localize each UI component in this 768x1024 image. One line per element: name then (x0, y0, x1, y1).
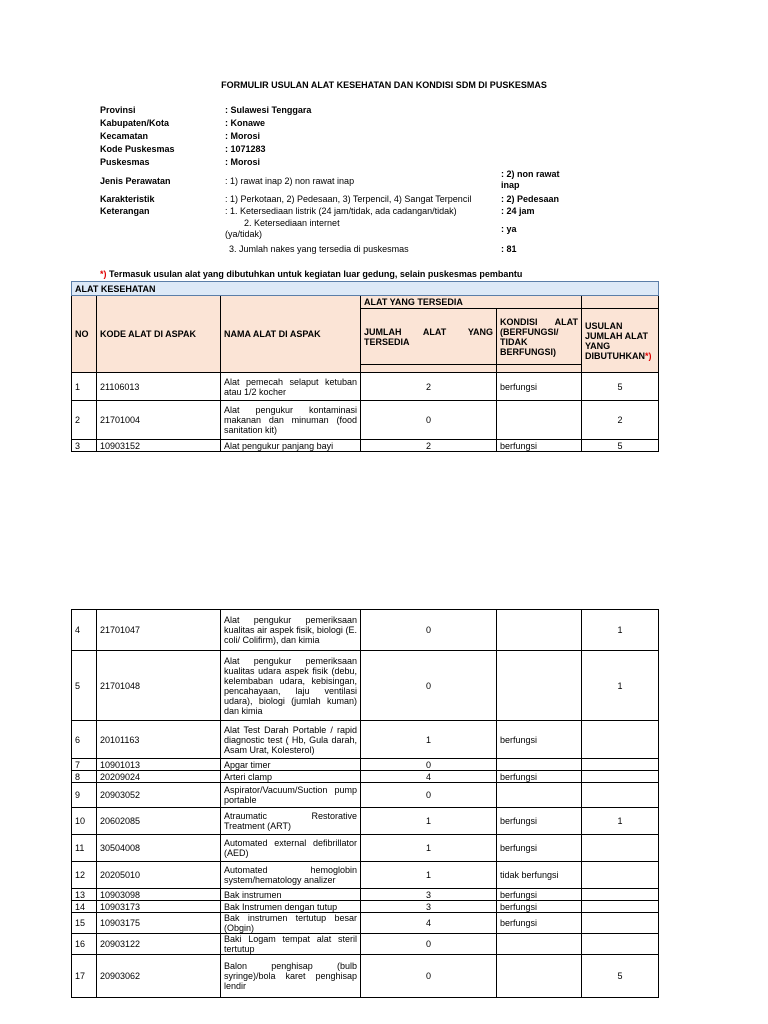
cell-nama: Alat pemecah selaput ketuban atau 1/2 kocher (221, 373, 361, 401)
header-usulan (582, 309, 659, 373)
cell-kondisi: berfungsi (497, 889, 582, 901)
jenis-selected-line1: : 2) non rawat (501, 169, 560, 179)
cell-nama: Alat pengukur panjang bayi (221, 440, 361, 452)
cell-usulan: 5 (582, 955, 659, 998)
info-label: Karakteristik (100, 194, 155, 204)
cell-kode: 10901013 (97, 759, 221, 771)
table-row (72, 651, 659, 721)
cell-kondisi: berfungsi (497, 771, 582, 783)
info-value: : Morosi (225, 157, 260, 167)
cell-jumlah: 0 (361, 955, 497, 998)
cell-kode: 20903122 (97, 934, 221, 955)
cell-jumlah: 0 (361, 934, 497, 955)
info-value: : 1071283 (225, 144, 266, 154)
cell-kondisi (497, 934, 582, 955)
header-no: NO (72, 296, 97, 373)
cell-no: 15 (72, 913, 97, 934)
cell-no: 17 (72, 955, 97, 998)
cell-usulan (582, 771, 659, 783)
cell-kode: 20101163 (97, 721, 221, 759)
keterangan-item2-b: (ya/tidak) (225, 229, 263, 239)
info-value: : Morosi (225, 131, 260, 141)
cell-no: 6 (72, 721, 97, 759)
table-row (72, 759, 659, 771)
cell-kondisi: berfungsi (497, 808, 582, 835)
cell-usulan: 1 (582, 808, 659, 835)
cell-kode: 10903175 (97, 913, 221, 934)
cell-nama: Arteri clamp (221, 771, 361, 783)
cell-jumlah: 2 (361, 440, 497, 452)
cell-jumlah: 1 (361, 835, 497, 862)
cell-kode: 20903062 (97, 955, 221, 998)
keterangan-item2-a: 2. Ketersediaan internet (244, 218, 340, 228)
header-spacer (361, 365, 497, 373)
cell-jumlah: 3 (361, 901, 497, 913)
header-blank (582, 296, 659, 309)
cell-nama: Alat Test Darah Portable / rapid diagnostic test ( Hb, Gula darah, Asam Urat, Kolesterol) (221, 721, 361, 759)
cell-jumlah: 2 (361, 373, 497, 401)
cell-usulan (582, 901, 659, 913)
table-row (72, 440, 659, 452)
cell-usulan (582, 862, 659, 889)
cell-kondisi (497, 610, 582, 651)
table-row (72, 610, 659, 651)
cell-kondisi: berfungsi (497, 721, 582, 759)
cell-kondisi (497, 401, 582, 440)
cell-kode: 10903173 (97, 901, 221, 913)
cell-kode: 20209024 (97, 771, 221, 783)
cell-kondisi: berfungsi (497, 373, 582, 401)
table-row (72, 934, 659, 955)
cell-usulan (582, 783, 659, 808)
cell-no: 3 (72, 440, 97, 452)
table-row (72, 913, 659, 934)
cell-no: 11 (72, 835, 97, 862)
keterangan-item1-value: : 24 jam (501, 206, 535, 216)
cell-kondisi (497, 651, 582, 721)
table-row (72, 808, 659, 835)
cell-nama: Aspirator/Vacuum/Suction pump portable (221, 783, 361, 808)
cell-nama: Atraumatic Restorative Treatment (ART) (221, 808, 361, 835)
cell-usulan (582, 934, 659, 955)
cell-nama: Alat pengukur kontaminasi makanan dan minuman (food sanitation kit) (221, 401, 361, 440)
info-label: Jenis Perawatan (100, 176, 171, 186)
info-label: Kode Puskesmas (100, 144, 175, 154)
table-row (72, 771, 659, 783)
info-value: : Konawe (225, 118, 266, 128)
keterangan-item3-value: : 81 (501, 244, 517, 254)
cell-kondisi: berfungsi (497, 901, 582, 913)
cell-kode: 21701048 (97, 651, 221, 721)
cell-nama: Baki Logam tempat alat steril tertutup (221, 934, 361, 955)
header-nama: NAMA ALAT DI ASPAK (221, 296, 361, 373)
cell-usulan (582, 835, 659, 862)
header-spacer (497, 365, 582, 373)
cell-usulan: 5 (582, 373, 659, 401)
cell-jumlah: 1 (361, 721, 497, 759)
cell-kondisi (497, 783, 582, 808)
cell-jumlah: 0 (361, 610, 497, 651)
cell-no: 7 (72, 759, 97, 771)
karakteristik-selected: : 2) Pedesaan (501, 194, 560, 204)
cell-kondisi: berfungsi (497, 913, 582, 934)
header-jumlah: JUMLAH ALAT YANG TERSEDIA (361, 309, 497, 365)
cell-usulan (582, 889, 659, 901)
cell-kondisi (497, 759, 582, 771)
table-row (72, 901, 659, 913)
cell-no: 14 (72, 901, 97, 913)
cell-nama: Alat pengukur pemeriksaan kualitas air aspek fisik, biologi (E. coli/ Colifirm), dan kimia (221, 610, 361, 651)
cell-kode: 10903152 (97, 440, 221, 452)
keterangan-item3: 3. Jumlah nakes yang tersedia di puskesmas (229, 244, 409, 254)
cell-nama: Balon penghisap (bulb syringe)/bola karet penghisap lendir (221, 955, 361, 998)
cell-no: 9 (72, 783, 97, 808)
cell-no: 13 (72, 889, 97, 901)
cell-kode: 20602085 (97, 808, 221, 835)
cell-jumlah: 0 (361, 783, 497, 808)
jenis-selected-line2: inap (501, 180, 520, 190)
cell-no: 4 (72, 610, 97, 651)
table-body (72, 373, 659, 452)
header-kondisi: KONDISI ALAT (BERFUNGSI/ TIDAK BERFUNGSI) (497, 309, 582, 365)
header-usulan-star: *) (645, 350, 652, 361)
cell-jumlah: 0 (361, 759, 497, 771)
cell-no: 16 (72, 934, 97, 955)
cell-no: 10 (72, 808, 97, 835)
cell-nama: Alat pengukur pemeriksaan kualitas udara aspek fisik (debu, kelembaban udara, kebisingan, pencahayaan, laju ventilasi udara), biologi (jumlah kuman) dan kimia (221, 651, 361, 721)
cell-kode: 10903098 (97, 889, 221, 901)
table-body (72, 610, 659, 998)
section-title: ALAT KESEHATAN (72, 282, 659, 296)
header-usulan-text: USULAN JUMLAH ALAT YANG DIBUTUHKAN (585, 320, 648, 361)
table-row (72, 835, 659, 862)
footnote-star: *) (100, 269, 107, 279)
equipment-table (71, 281, 659, 452)
table-row (72, 721, 659, 759)
info-label: Provinsi (100, 105, 136, 115)
cell-kondisi (497, 955, 582, 998)
cell-no: 2 (72, 401, 97, 440)
keterangan-item1: : 1. Ketersediaan listrik (24 jam/tidak, ada cadangan/tidak) (225, 206, 457, 216)
table-row (72, 889, 659, 901)
cell-jumlah: 1 (361, 862, 497, 889)
cell-jumlah: 1 (361, 808, 497, 835)
cell-nama: Bak instrumen (221, 889, 361, 901)
cell-usulan: 1 (582, 651, 659, 721)
cell-kode: 30504008 (97, 835, 221, 862)
cell-usulan (582, 913, 659, 934)
table-row (72, 783, 659, 808)
table-row (72, 401, 659, 440)
info-label: Puskesmas (100, 157, 150, 167)
cell-nama: Bak Instrumen dengan tutup (221, 901, 361, 913)
cell-jumlah: 0 (361, 401, 497, 440)
cell-no: 1 (72, 373, 97, 401)
footnote-text: Termasuk usulan alat yang dibutuhkan untuk kegiatan luar gedung, selain puskesmas pembantu (106, 269, 523, 279)
cell-no: 8 (72, 771, 97, 783)
info-label: Keterangan (100, 206, 150, 216)
cell-nama: Automated external defibrillator (AED) (221, 835, 361, 862)
cell-usulan (582, 759, 659, 771)
cell-kondisi: berfungsi (497, 835, 582, 862)
equipment-table-continued (71, 609, 659, 998)
cell-nama: Bak instrumen tertutup besar (Obgin) (221, 913, 361, 934)
info-options: : 1) Perkotaan, 2) Pedesaan, 3) Terpencil, 4) Sangat Terpencil (225, 194, 472, 204)
cell-usulan: 1 (582, 610, 659, 651)
info-label: Kabupaten/Kota (100, 118, 170, 128)
info-label: Kecamatan (100, 131, 149, 141)
header-kode: KODE ALAT DI ASPAK (97, 296, 221, 373)
jenis-selected (501, 169, 579, 191)
cell-kode: 20205010 (97, 862, 221, 889)
table-row (72, 373, 659, 401)
cell-usulan (582, 721, 659, 759)
cell-jumlah: 4 (361, 913, 497, 934)
table-row (72, 862, 659, 889)
header-group: ALAT YANG TERSEDIA (361, 296, 582, 309)
cell-kondisi: berfungsi (497, 440, 582, 452)
cell-kode: 21701004 (97, 401, 221, 440)
info-value: : Sulawesi Tenggara (225, 105, 312, 115)
cell-no: 12 (72, 862, 97, 889)
footnote (100, 269, 522, 279)
cell-no: 5 (72, 651, 97, 721)
cell-usulan: 5 (582, 440, 659, 452)
cell-usulan: 2 (582, 401, 659, 440)
cell-kode: 21701047 (97, 610, 221, 651)
cell-jumlah: 4 (361, 771, 497, 783)
cell-jumlah: 3 (361, 889, 497, 901)
table-row (72, 955, 659, 998)
cell-nama: Apgar timer (221, 759, 361, 771)
cell-nama: Automated hemoglobin system/hematology analizer (221, 862, 361, 889)
keterangan-item2-value: : ya (501, 224, 517, 234)
cell-kode: 20903052 (97, 783, 221, 808)
cell-jumlah: 0 (361, 651, 497, 721)
cell-kode: 21106013 (97, 373, 221, 401)
form-title: FORMULIR USULAN ALAT KESEHATAN DAN KONDISI SDM DI PUSKESMAS (221, 80, 547, 90)
cell-kondisi: tidak berfungsi (497, 862, 582, 889)
info-options: : 1) rawat inap 2) non rawat inap (225, 176, 355, 186)
